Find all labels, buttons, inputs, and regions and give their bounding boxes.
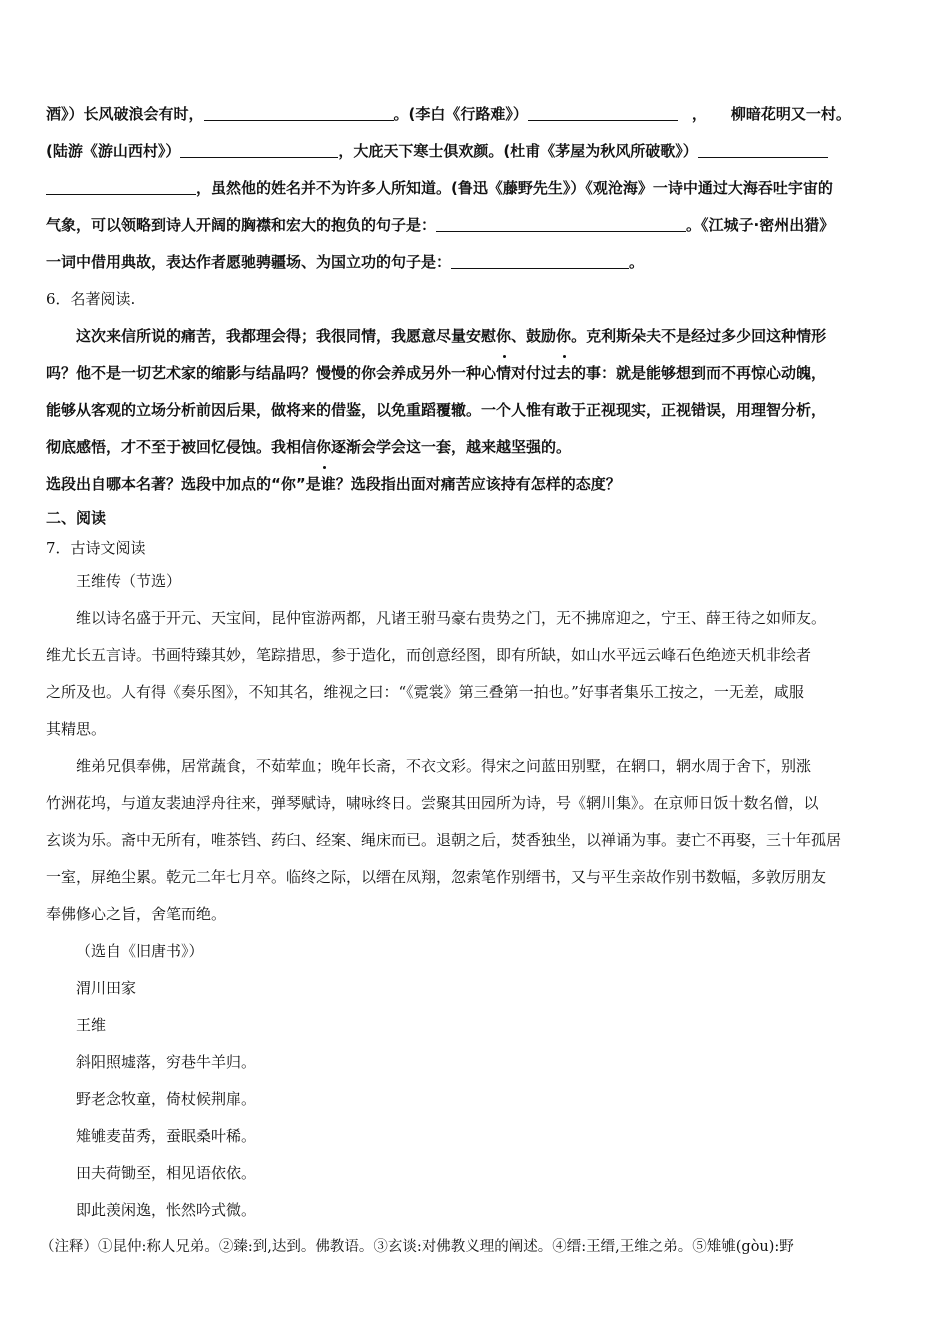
q6-title: 6．名著阅读. xyxy=(46,290,136,308)
poem-line: 斜阳照墟落，穷巷牛羊归。 xyxy=(76,1053,257,1071)
q6-question: 选段出自哪本名著？选段中加点的“你”是谁？选段指出面对痛苦应该持有怎样的态度？ xyxy=(46,475,621,493)
poem-line: 野老念牧童，倚杖候荆扉。 xyxy=(76,1090,257,1108)
article-line: 维尤长五言诗。书画特臻其妙，笔踪措思，参于造化，而创意经图，即有所缺，如山水平远云峰石色绝迹天机非绘者 xyxy=(46,646,812,664)
q6-passage-line: 彻底感悟，才不至于被回忆侵蚀。我相信你逐渐会学会这一套，越来越坚强的。 xyxy=(46,429,908,466)
answer-blank[interactable] xyxy=(698,143,828,158)
dotted-char: 你 xyxy=(316,429,331,466)
q5-line-3: ，虽然他的姓名并不为许多人所知道。(鲁迅《藤野先生》）《观沧海》一诗中通过大海吞吐宇宙的 xyxy=(46,170,908,207)
q6-passage-line: 吗？他不是一切艺术家的缩影与结晶吗？慢慢的你会养成另外一种心情对付过去的事：就是能够想到而不再惊心动魄， xyxy=(46,364,827,382)
poem-line: 雉雊麦苗秀，蚕眠桑叶稀。 xyxy=(76,1127,257,1145)
poem-author: 王维 xyxy=(76,1016,107,1034)
q5-line-4: 气象，可以领略到诗人开阔的胸襟和宏大的抱负的句子是： 。《江城子·密州出猎》 xyxy=(46,216,835,234)
article-source: （选自《旧唐书》） xyxy=(76,942,204,960)
q5-line-1: 酒》）长风破浪会有时， 。(李白《行路难》） ， 柳暗花明又一村。 xyxy=(46,105,851,123)
q6-passage-line: 这次来信所说的痛苦，我都理会得；我很同情，我愿意尽量安慰你、鼓励你。克利斯朵夫不是经过多少回这种情形 xyxy=(46,318,908,355)
answer-blank[interactable] xyxy=(46,180,196,195)
section-title: 二、阅读 xyxy=(46,509,107,527)
article-line: 奉佛修心之旨，舍笔而绝。 xyxy=(46,905,227,923)
q7-title: 7．古诗文阅读 xyxy=(46,539,146,557)
answer-blank[interactable] xyxy=(451,254,629,269)
document-page xyxy=(40,96,908,1266)
answer-blank[interactable] xyxy=(204,106,394,121)
article-line: 一室，屏绝尘累。乾元二年七月卒。临终之际，以缙在凤翔，忽索笔作别缙书，又与平生亲故作别书数幅，多敦厉朋友 xyxy=(46,868,827,886)
article-line: 玄谈为乐。斋中无所有，唯茶铛、药臼、经案、绳床而已。退朝之后，焚香独坐，以禅诵为事。妻亡不再娶，三十年孤居 xyxy=(46,831,842,849)
poem-title: 渭川田家 xyxy=(76,979,137,997)
article-line: 之所及也。人有得《奏乐图》，不知其名，维视之曰：“《霓裳》第三叠第一拍也。”好事者集乐工按之，一无差，咸服 xyxy=(46,683,804,701)
annotation-notes: （注释）①昆仲:称人兄弟。②臻:到,达到。佛教语。③玄谈:对佛教义理的阐述。④缙:王缙,王维之弟。⑤雉雊(gòu):野 xyxy=(40,1239,794,1255)
article-line: 维以诗名盛于开元、天宝间，昆仲宦游两都，凡诸王驸马豪右贵势之门，无不拂席迎之，宁王、薛王待之如师友。 xyxy=(76,609,827,627)
q5-line-2: (陆游《游山西村》） ，大庇天下寒士俱欢颜。(杜甫《茅屋为秋风所破歌》） xyxy=(46,133,908,170)
article-line: 其精思。 xyxy=(46,720,107,738)
answer-blank[interactable] xyxy=(180,143,338,158)
article-title: 王维传（节选） xyxy=(76,572,182,590)
answer-blank[interactable] xyxy=(436,217,686,232)
poem-line: 即此羡闲逸，怅然吟式微。 xyxy=(76,1201,257,1219)
dotted-char: 你 xyxy=(556,318,571,355)
answer-blank[interactable] xyxy=(528,106,678,121)
article-line: 竹洲花坞，与道友裴迪浮舟往来，弹琴赋诗，啸咏终日。尝聚其田园所为诗，号《辋川集》。在京师日饭十数名僧，以 xyxy=(46,794,819,812)
dotted-char: 你 xyxy=(496,318,511,355)
poem-line: 田夫荷锄至，相见语依依。 xyxy=(76,1164,257,1182)
article-line: 维弟兄俱奉佛，居常蔬食，不茹荤血；晚年长斋，不衣文彩。得宋之问蓝田别墅，在辋口，辋水周于舍下，别涨 xyxy=(76,757,812,775)
q6-passage-line: 能够从客观的立场分析前因后果，做将来的借鉴，以免重蹈覆辙。一个人惟有敢于正视现实，正视错误，用理智分析， xyxy=(46,401,827,419)
q5-line-5: 一词中借用典故，表达作者愿驰骋疆场、为国立功的句子是： 。 xyxy=(46,253,645,271)
